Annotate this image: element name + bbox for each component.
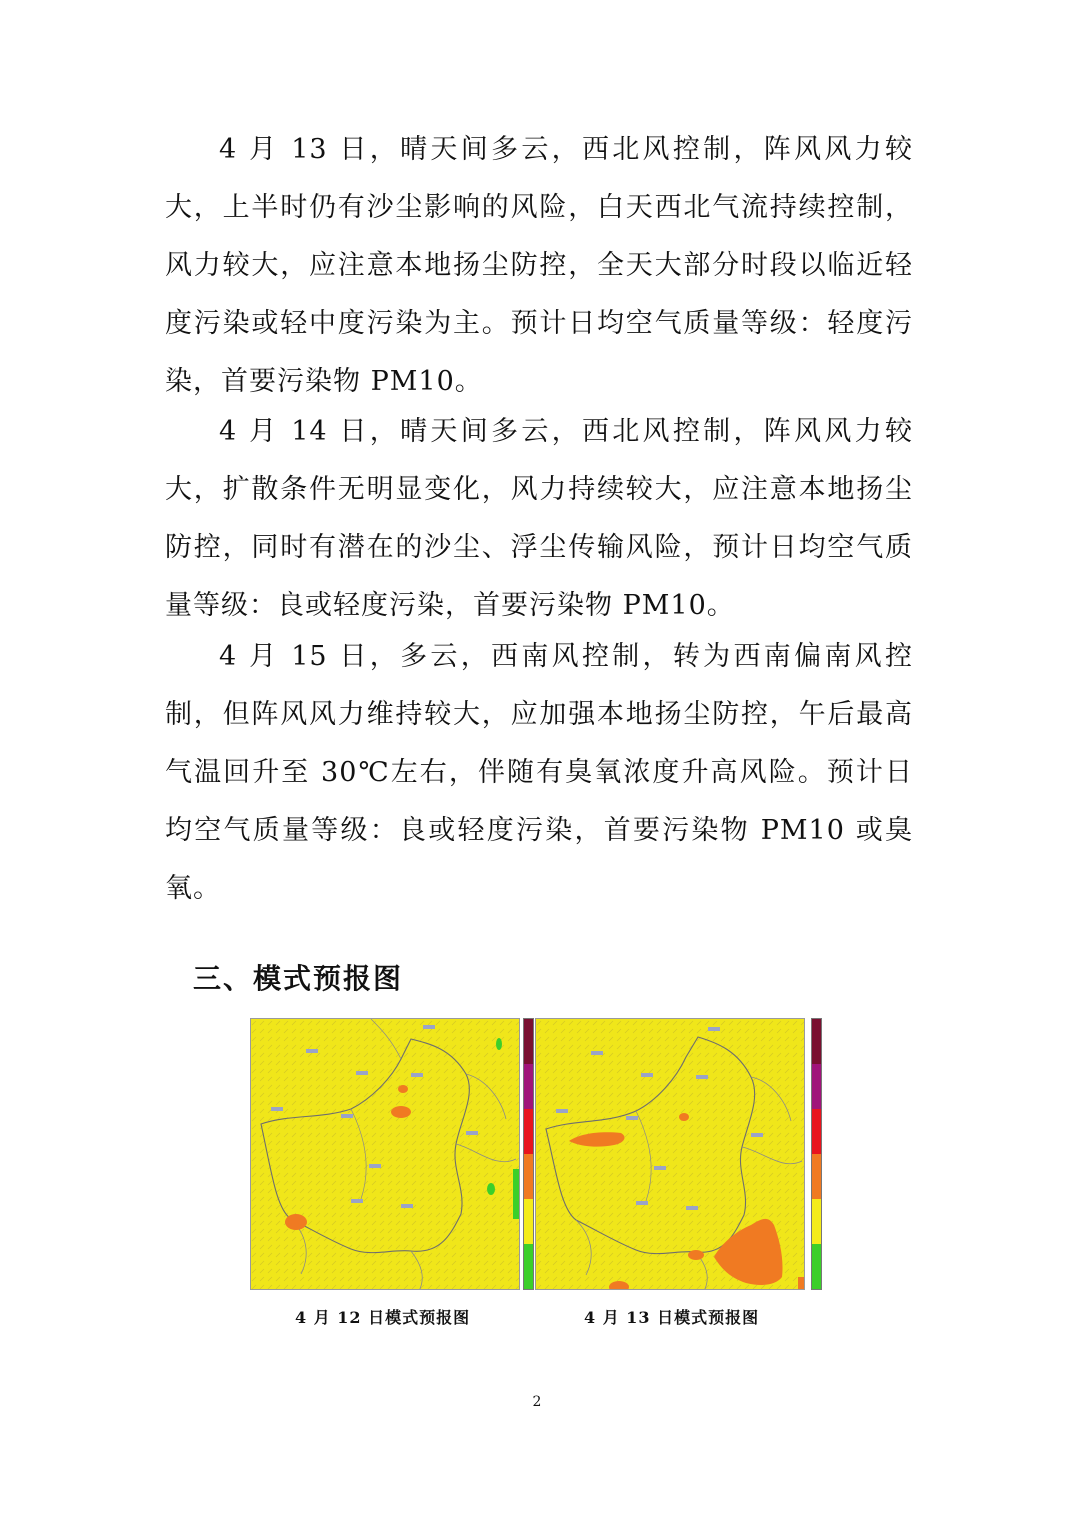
figure-caption-2: 4 月 13 日模式预报图 xyxy=(584,1308,760,1327)
legend-segment xyxy=(524,1064,533,1109)
pollution-patch xyxy=(798,1277,805,1290)
legend-segment xyxy=(524,1019,533,1064)
paragraph-april-15: 4 月 15 日，多云，西南风控制，转为西南偏南风控制，但阵风风力维持较大，应加强本地扬尘防控，午后最高气温回升至 30℃左右，伴随有臭氧浓度升高风险。预计日均空气质量等级：良或轻度污染，首要污染物 PM10 或臭氧。 xyxy=(165,641,913,904)
forecast-map-1-graphic xyxy=(251,1019,520,1290)
good-patch xyxy=(487,1183,495,1195)
forecast-map-2 xyxy=(535,1018,805,1290)
forecast-map-2-graphic xyxy=(536,1019,805,1290)
legend-segment xyxy=(812,1109,821,1154)
legend-color-bar-2 xyxy=(811,1018,822,1290)
legend-segment xyxy=(812,1154,821,1199)
legend-segment xyxy=(812,1064,821,1109)
legend-segment xyxy=(524,1154,533,1199)
legend-segment xyxy=(524,1199,533,1244)
pollution-patch xyxy=(398,1085,408,1093)
section-heading: 三、模式预报图 xyxy=(193,962,404,995)
pollution-patch xyxy=(285,1214,307,1230)
legend-segment xyxy=(524,1244,533,1289)
legend-segment xyxy=(812,1019,821,1064)
pollution-patch xyxy=(679,1113,689,1121)
legend-segment xyxy=(524,1109,533,1154)
good-patch xyxy=(513,1169,520,1219)
forecast-map-1 xyxy=(250,1018,520,1290)
good-patch xyxy=(496,1038,502,1050)
pollution-patch xyxy=(391,1106,411,1118)
figure-caption-1: 4 月 12 日模式预报图 xyxy=(295,1308,471,1327)
legend-segment xyxy=(812,1244,821,1289)
page-number: 2 xyxy=(532,1394,542,1410)
legend-color-bar-1 xyxy=(523,1018,534,1290)
forecast-figure-1 xyxy=(250,1018,540,1290)
forecast-figure-2 xyxy=(535,1018,825,1290)
paragraph-april-13: 4 月 13 日，晴天间多云，西北风控制，阵风风力较大，上半时仍有沙尘影响的风险，白天西北气流持续控制，风力较大，应注意本地扬尘防控，全天大部分时段以临近轻度污染或轻中度污染为主。预计日均空气质量等级：轻度污染，首要污染物 PM10。 xyxy=(165,134,913,397)
paragraph-april-14: 4 月 14 日，晴天间多云，西北风控制，阵风风力较大，扩散条件无明显变化，风力持续较大，应注意本地扬尘防控，同时有潜在的沙尘、浮尘传输风险，预计日均空气质量等级：良或轻度污染，首要污染物 PM10。 xyxy=(165,416,913,621)
pollution-patch xyxy=(688,1250,704,1260)
legend-segment xyxy=(812,1199,821,1244)
